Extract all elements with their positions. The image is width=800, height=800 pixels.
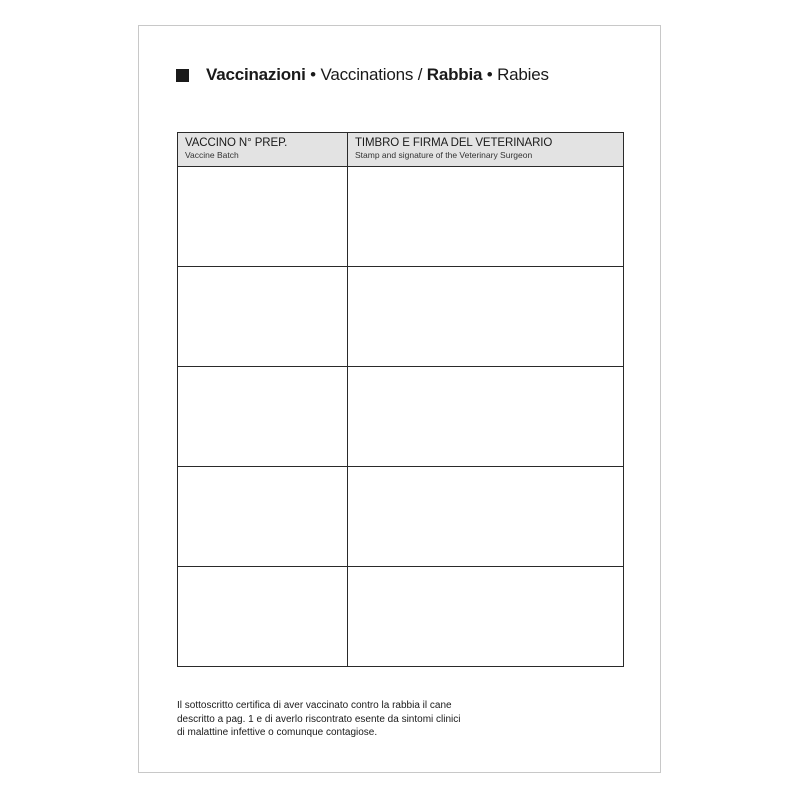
batch-cell[interactable] — [178, 167, 348, 267]
table-row — [178, 367, 624, 467]
batch-cell[interactable] — [178, 567, 348, 667]
column-header-stamp — [348, 133, 624, 167]
subtitle-italian: Rabbia — [426, 65, 483, 84]
certification-line: di malattine infettive o comunque contagiose. — [177, 727, 378, 738]
title-slash: / — [413, 65, 427, 84]
vaccination-table — [177, 132, 624, 667]
subtitle-english: Rabies — [497, 65, 549, 84]
stamp-cell[interactable] — [348, 267, 624, 367]
stamp-cell[interactable] — [348, 567, 624, 667]
column-header-batch — [178, 133, 348, 167]
column-header-batch-label: VACCINO N° PREP. — [185, 137, 288, 149]
title-separator: • — [305, 65, 321, 84]
table-row — [178, 567, 624, 667]
batch-cell[interactable] — [178, 467, 348, 567]
batch-cell[interactable] — [178, 267, 348, 367]
certification-line: Il sottoscritto certifica di aver vaccinato contro la rabbia il cane — [177, 700, 452, 711]
certification-line: descritto a pag. 1 e di averlo riscontrato esente da sintomi clinici — [177, 713, 461, 725]
table-row — [178, 267, 624, 367]
batch-cell[interactable] — [178, 367, 348, 467]
title-italian: Vaccinazioni — [206, 65, 306, 84]
section-heading — [176, 63, 549, 87]
stamp-cell[interactable] — [348, 167, 624, 267]
subtitle-separator: • — [482, 65, 498, 84]
stamp-cell[interactable] — [348, 367, 624, 467]
table-row — [178, 467, 624, 567]
certification-note — [177, 699, 537, 740]
section-title — [206, 65, 549, 85]
title-english: Vaccinations — [320, 65, 414, 84]
table-row — [178, 167, 624, 267]
column-header-stamp-sublabel: Stamp and signature of the Veterinary Surgeon — [355, 150, 533, 160]
stamp-cell[interactable] — [348, 467, 624, 567]
column-header-stamp-label: TIMBRO E FIRMA DEL VETERINARIO — [355, 137, 553, 149]
column-header-batch-sublabel: Vaccine Batch — [185, 150, 239, 160]
table-header-row — [178, 133, 624, 167]
bullet-square-icon — [176, 69, 189, 82]
